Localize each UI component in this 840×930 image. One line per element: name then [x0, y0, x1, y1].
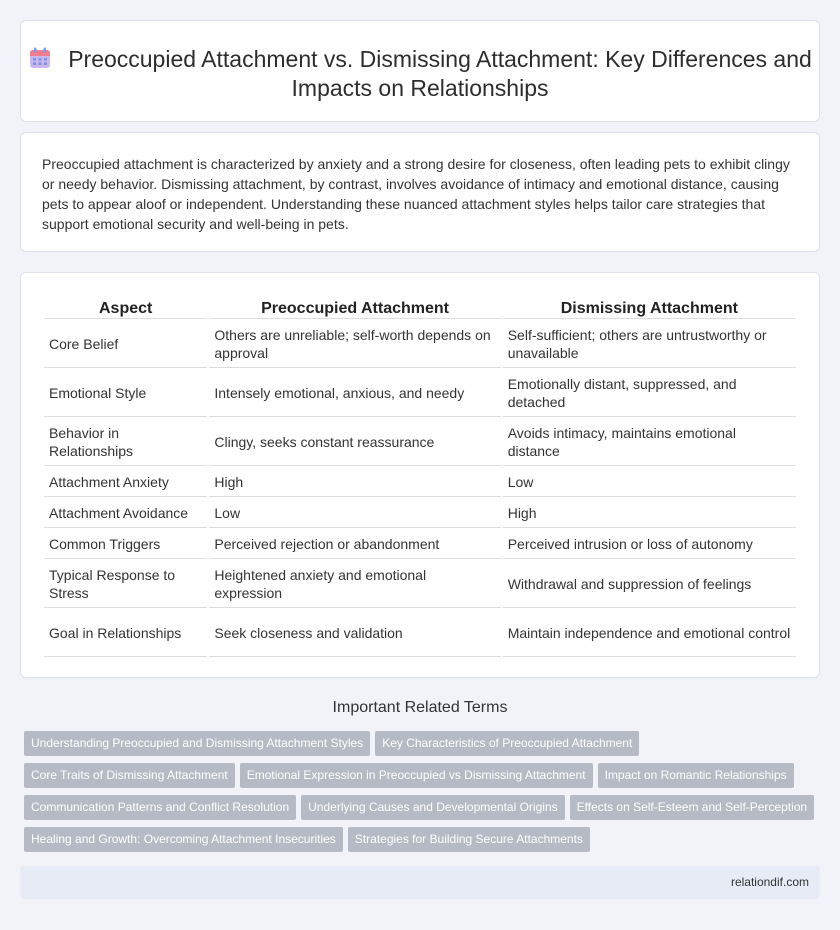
- table-row: [44, 321, 796, 368]
- dismissing-cell: Low: [503, 468, 796, 497]
- dismissing-cell: High: [503, 499, 796, 528]
- tag-row: [24, 731, 824, 756]
- header-dismissing: Dismissing Attachment: [503, 297, 796, 319]
- dismissing-cell: Self-sufficient; others are untrustworthy or unavailable: [503, 321, 796, 368]
- calendar-icon: [28, 46, 52, 70]
- related-term-tag[interactable]: Healing and Growth: Overcoming Attachment Insecurities: [24, 827, 343, 852]
- dismissing-cell: Emotionally distant, suppressed, and detached: [503, 370, 796, 417]
- related-term-tag[interactable]: Strategies for Building Secure Attachments: [348, 827, 590, 852]
- preoccupied-cell: Perceived rejection or abandonment: [209, 530, 500, 559]
- page-title-text: Preoccupied Attachment vs. Dismissing Attachment: Key Differences and Impacts on Relationships: [68, 46, 812, 101]
- intro-text: Preoccupied attachment is characterized by anxiety and a strong desire for closeness, often leading pets to exhibit clingy or needy behavior. Dismissing attachment, by contrast, involves avoidance of intimacy and emotional distance, causing pets to appear aloof or independent. Understanding these nuanced attachment styles helps tailor care strategies that support emotional security and well-being in pets.: [42, 156, 790, 232]
- table-row: [44, 370, 796, 417]
- aspect-cell: Typical Response to Stress: [44, 561, 207, 608]
- header-preoccupied: Preoccupied Attachment: [209, 297, 500, 319]
- footer-site-link[interactable]: relationdif.com: [730, 875, 809, 889]
- table-row: [44, 610, 796, 657]
- preoccupied-cell: Heightened anxiety and emotional expression: [209, 561, 500, 608]
- related-term-tag[interactable]: Understanding Preoccupied and Dismissing Attachment Styles: [24, 731, 370, 756]
- preoccupied-cell: Clingy, seeks constant reassurance: [209, 419, 500, 466]
- table-row: [44, 419, 796, 466]
- dismissing-cell: Perceived intrusion or loss of autonomy: [503, 530, 796, 559]
- aspect-cell: Common Triggers: [44, 530, 207, 559]
- related-terms-heading: Important Related Terms: [332, 699, 508, 716]
- related-term-tag[interactable]: Communication Patterns and Conflict Resolution: [24, 795, 296, 820]
- aspect-cell: Attachment Avoidance: [44, 499, 207, 528]
- related-term-tag[interactable]: Emotional Expression in Preoccupied vs Dismissing Attachment: [240, 763, 593, 788]
- preoccupied-cell: Seek closeness and validation: [209, 610, 500, 657]
- tag-row: [24, 763, 824, 788]
- tag-row: [24, 795, 824, 820]
- table-header-row: [44, 297, 796, 319]
- related-term-tag[interactable]: Effects on Self-Esteem and Self-Perception: [570, 795, 815, 820]
- table-row: [44, 499, 796, 528]
- header-aspect: Aspect: [44, 297, 207, 319]
- related-term-tag[interactable]: Impact on Romantic Relationships: [598, 763, 794, 788]
- related-terms-list: [24, 731, 824, 859]
- aspect-cell: Attachment Anxiety: [44, 468, 207, 497]
- footer: [20, 866, 820, 899]
- aspect-cell: Goal in Relationships: [44, 610, 207, 657]
- dismissing-cell: Avoids intimacy, maintains emotional distance: [503, 419, 796, 466]
- aspect-cell: Emotional Style: [44, 370, 207, 417]
- preoccupied-cell: Intensely emotional, anxious, and needy: [209, 370, 500, 417]
- related-term-tag[interactable]: Underlying Causes and Developmental Origins: [301, 795, 564, 820]
- tag-row: [24, 827, 824, 852]
- title-wrap: [21, 45, 819, 103]
- table-row: [44, 530, 796, 559]
- title-card: [20, 20, 820, 122]
- aspect-cell: Core Belief: [44, 321, 207, 368]
- comparison-table: [42, 295, 798, 659]
- dismissing-cell: Withdrawal and suppression of feelings: [503, 561, 796, 608]
- page-title: [21, 45, 819, 103]
- preoccupied-cell: High: [209, 468, 500, 497]
- table-row: [44, 561, 796, 608]
- dismissing-cell: Maintain independence and emotional control: [503, 610, 796, 657]
- aspect-cell: Behavior in Relationships: [44, 419, 207, 466]
- related-term-tag[interactable]: Core Traits of Dismissing Attachment: [24, 763, 235, 788]
- comparison-card: [20, 272, 820, 678]
- intro-card: [20, 132, 820, 252]
- preoccupied-cell: Low: [209, 499, 500, 528]
- preoccupied-cell: Others are unreliable; self-worth depends on approval: [209, 321, 500, 368]
- table-row: [44, 468, 796, 497]
- related-term-tag[interactable]: Key Characteristics of Preoccupied Attachment: [375, 731, 639, 756]
